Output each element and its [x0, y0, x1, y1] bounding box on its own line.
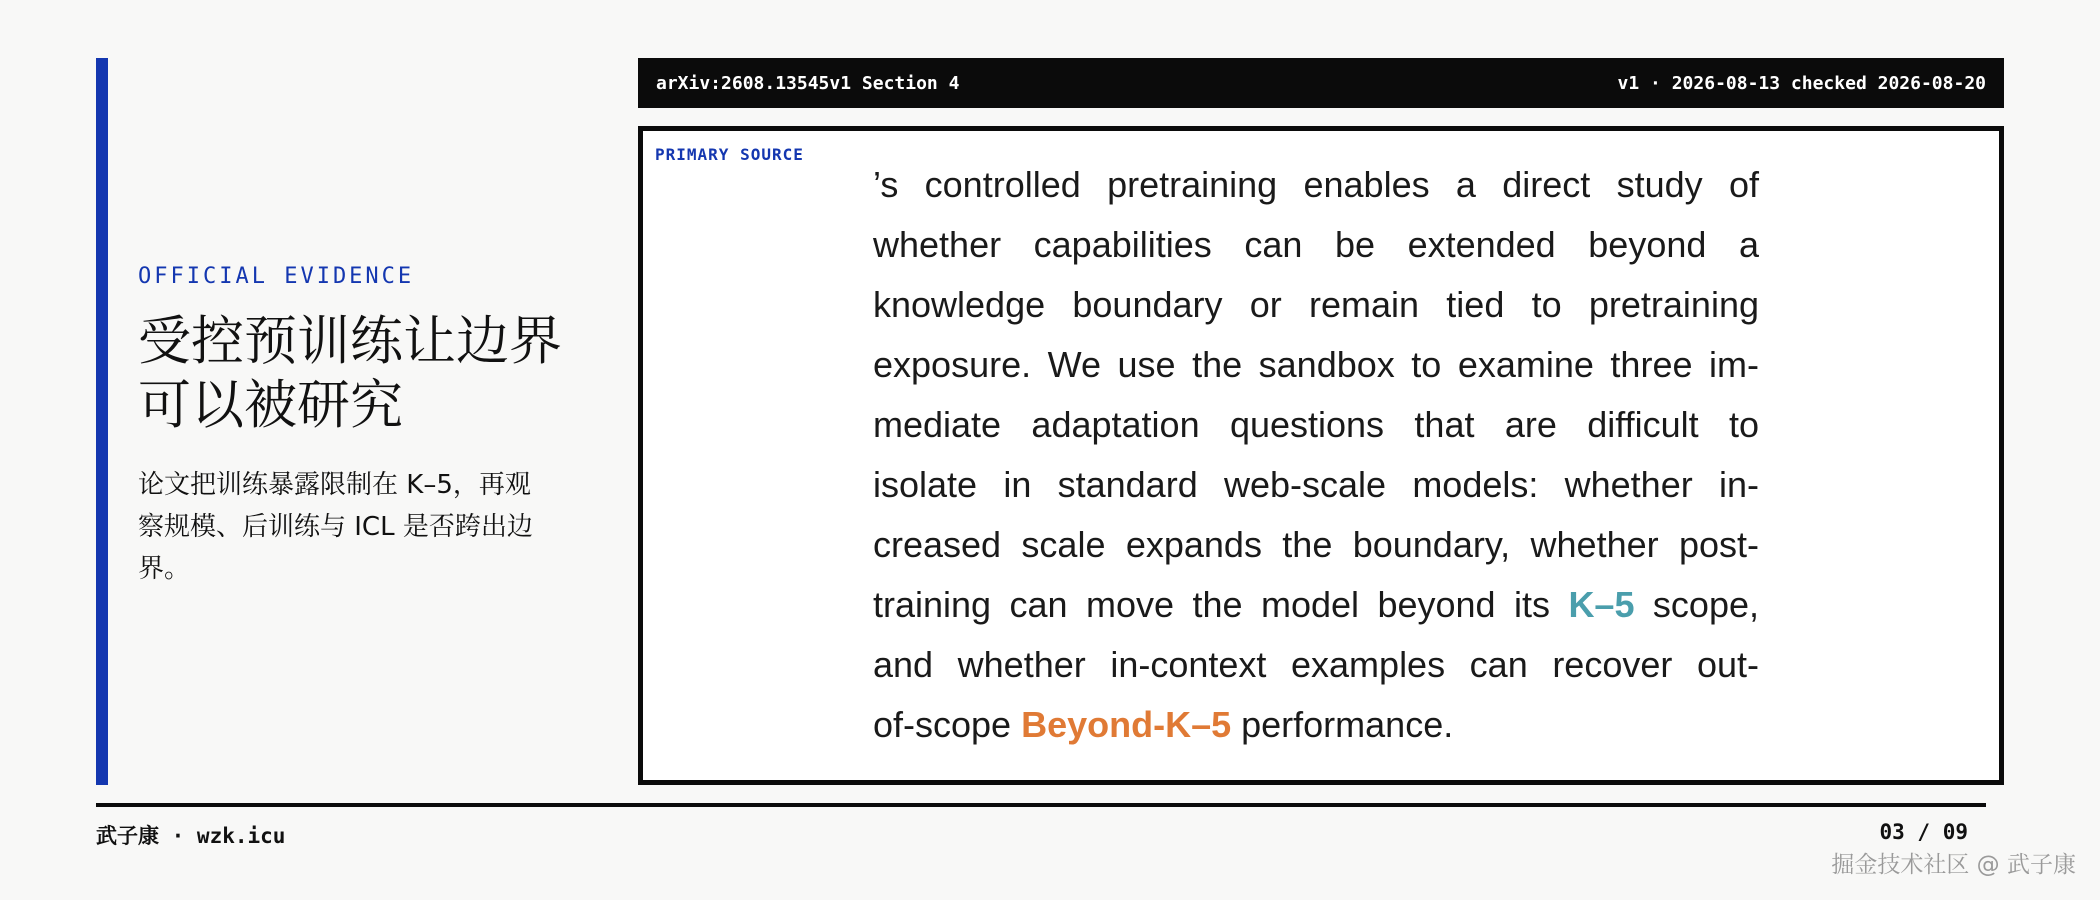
page-number: 03 / 09	[1879, 820, 1968, 844]
excerpt-line: ’s controlled pretraining enables a direct study of	[873, 164, 1759, 205]
footer-divider	[96, 803, 1986, 807]
headline-line: 受控预训练让边界	[138, 311, 562, 372]
excerpt-line	[873, 695, 1759, 755]
source-reference: arXiv:2608.13545v1 Section 4	[656, 72, 960, 94]
slide-headline	[138, 310, 598, 438]
excerpt-line: isolate in standard web-scale models: whether in-	[873, 464, 1759, 505]
excerpt-line: creased scale expands the boundary, whether post-	[873, 524, 1759, 565]
excerpt-line: mediate adaptation questions that are difficult to	[873, 404, 1759, 445]
slide-summary	[138, 464, 598, 590]
footer-author: 武子康 · wzk.icu	[96, 824, 286, 848]
source-label: PRIMARY SOURCE	[655, 145, 804, 164]
excerpt-line	[873, 575, 1759, 635]
excerpt-text: training can move the model beyond its	[873, 584, 1569, 625]
source-meta-bar	[638, 58, 2004, 108]
excerpt-text: performance.	[1231, 704, 1454, 745]
primary-source-panel	[638, 126, 2004, 785]
summary-line: 察规模、后训练与 ICL 是否跨出边	[138, 512, 533, 542]
accent-bar	[96, 58, 108, 785]
summary-line: 论文把训练暴露限制在 K–5，再观	[138, 470, 531, 500]
excerpt-line: knowledge boundary or remain tied to pretraining	[873, 284, 1759, 325]
excerpt-text: scope,	[1634, 584, 1759, 625]
highlight-beyond-k5: Beyond-K–5	[1021, 704, 1232, 745]
excerpt-line: whether capabilities can be extended beyond a	[873, 224, 1759, 265]
excerpt-text: of-scope	[873, 704, 1022, 745]
headline-line: 可以被研究	[138, 375, 403, 436]
excerpt-line: exposure. We use the sandbox to examine three im-	[873, 344, 1759, 385]
excerpt-line: and whether in-context examples can recover out-	[873, 644, 1759, 685]
watermark: 掘金技术社区 @ 武子康	[1831, 852, 2076, 878]
highlight-k5: K–5	[1568, 584, 1635, 625]
summary-line: 界。	[138, 554, 191, 584]
source-excerpt	[873, 155, 1759, 755]
section-kicker: OFFICIAL EVIDENCE	[138, 264, 415, 289]
version-dates: v1 · 2026-08-13 checked 2026-08-20	[1617, 72, 1986, 94]
slide-intro	[138, 262, 598, 590]
